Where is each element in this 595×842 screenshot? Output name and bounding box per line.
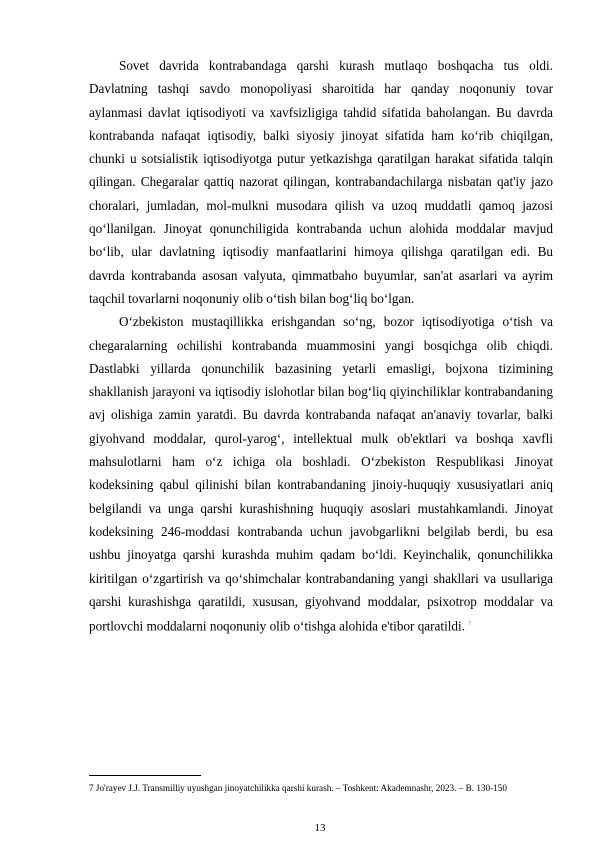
paragraph-text: Sovet davrida kontrabandaga qarshi kurash mutlaqo boshqacha tus oldi. Davlatning tashqi savdo monopoliyasi sharoitida har qanday noqonuniy tovar aylanmasi davlat iqtisodiyoti va xavfsizligiga tahdid sifatida baholangan. Bu davrda kontrabanda nafaqat iqtisodiy, balki siyosiy jinoyat sifatida ham ko‘rib chiqilgan, chunki u sotsialistik iqtisodiyotga putur yetkazishga qaratilgan harakat sifatida talqin qilingan. Chegaralar qattiq nazorat qilingan, kontrabandachilarga nisbatan qat'iy jazo choralari, jumladan, mol-mulkni musodara qilish va uzoq muddatli qamoq jazosi qo‘llanilgan. Jinoyat qonunchiligida kontrabanda uchun alohida moddalar mavjud bo‘lib, ular davlatning iqtisodiy manfaatlarini himoya qilishga qaratilgan edi. Bu davrda kontrabanda asosan valyuta, qimmatbaho buyumlar, san'at asarlari va ayrim taqchil tovarlarni noqonuniy olib o‘tish bilan bog‘liq bo‘lgan. [89,58,553,306]
page-body [89,54,553,638]
paragraph-independence-period [89,310,553,638]
footnote-separator [89,775,201,776]
paragraph-text: O‘zbekiston mustaqillikka erishgandan so‘ng, bozor iqtisodiyotiga o‘tish va chegaralarning ochilishi kontrabanda muammosini yangi bosqichga olib chiqdi. Dastlabki yillarda qonunchilik bazasining yetarli emasligi, bojxona tizimining shakllanish jarayoni va iqtisodiy islohotlar bilan bog‘liq qiyinchiliklar kontrabandaning avj olishiga zamin yaratdi. Bu davrda kontrabanda nafaqat an'anaviy tovarlar, balki giyohvand moddalar, qurol-yarog‘, intellektual mulk ob'ektlari va boshqa xavfli mahsulotlarni ham o‘z ichiga ola boshladi. O‘zbekiston Respublikasi Jinoyat kodeksining qabul qilinishi bilan kontrabandaning jinoiy-huquqiy xususiyatlari aniq belgilandi va unga qarshi kurashishning huquqiy asoslari mustahkamlandi. Jinoyat kodeksining 246-moddasi kontrabanda uchun javobgarlikni belgilab berdi, bu esa ushbu jinoyatga qarshi kurashda muhim qadam bo‘ldi. Keyinchalik, qonunchilikka kiritilgan o‘zgartirish va qo‘shimchalar kontrabandaning yangi shakllari va usullariga qarshi kurashishga qaratildi, xususan, giyohvand moddalar, psixotrop moddalar va portlovchi moddalarni noqonuniy olib o‘tishga alohida e'tibor qaratildi. [89,314,553,634]
footnote: 7 Jo'rayev J.J. Transmilliy uyushgan jinoyatchilikka qarshi kurash. – Toshkent: Akademnashr, 2023. – B. 130-150 [89,783,507,793]
footnote-reference[interactable]: 7 [468,622,471,628]
paragraph-soviet-period [89,54,553,310]
page-number: 13 [314,822,326,834]
